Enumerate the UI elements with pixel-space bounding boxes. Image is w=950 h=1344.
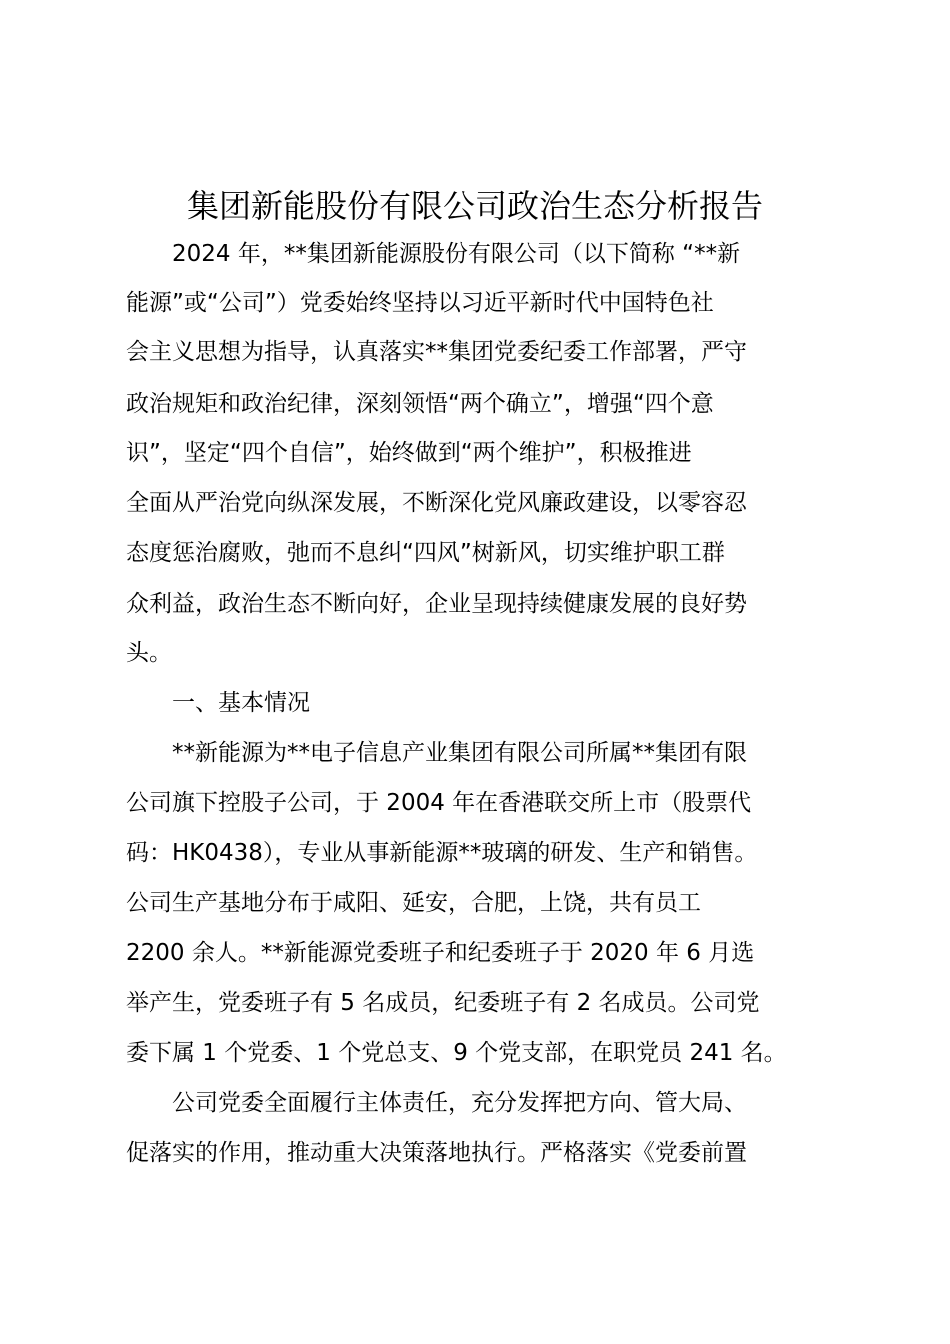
text-line: 2200 余人。**新能源党委班子和纪委班子于 2020 年 6 月选 bbox=[126, 940, 755, 966]
text-line: 促落实的作用，推动重大决策落地执行。严格落实《党委前置 bbox=[126, 1140, 747, 1166]
text-line: 态度惩治腐败，弛而不息纠“四风”树新风，切实维护职工群 bbox=[126, 540, 725, 566]
text-line: 政治规矩和政治纪律，深刻领悟“两个确立”，增强“四个意 bbox=[126, 391, 714, 417]
text-line: 众利益，政治生态不断向好，企业呈现持续健康发展的良好势 bbox=[126, 591, 747, 617]
text-line: 公司党委全面履行主体责任，充分发挥把方向、管大局、 bbox=[126, 1090, 747, 1116]
document-title: 集团新能股份有限公司政治生态分析报告 bbox=[186, 187, 763, 225]
text-line: 委下属 1 个党委、1 个党总支、9 个党支部，在职党员 241 名。 bbox=[126, 1040, 787, 1066]
text-line: 识”，坚定“四个自信”，始终做到“两个维护”，积极推进 bbox=[126, 440, 692, 466]
text-line: 全面从严治党向纵深发展，不断深化党风廉政建设，以零容忍 bbox=[126, 490, 747, 516]
text-line: 公司旗下控股子公司，于 2004 年在香港联交所上市（股票代 bbox=[126, 790, 752, 816]
text-line: 会主义思想为指导，认真落实**集团党委纪委工作部署，严守 bbox=[126, 339, 747, 365]
text-line: **新能源为**电子信息产业集团有限公司所属**集团有限 bbox=[126, 740, 747, 766]
text-line: 码：HK0438），专业从事新能源**玻璃的研发、生产和销售。 bbox=[126, 840, 758, 866]
text-line: 公司生产基地分布于咸阳、延安，合肥，上饶，共有员工 bbox=[126, 890, 701, 916]
text-line: 2024 年，**集团新能源股份有限公司（以下简称 “**新 bbox=[126, 241, 741, 267]
section-heading: 一、基本情况 bbox=[126, 690, 310, 716]
text-line: 能源”或“公司”）党委始终坚持以习近平新时代中国特色社 bbox=[126, 290, 714, 316]
text-line: 头。 bbox=[126, 640, 172, 666]
text-line: 举产生，党委班子有 5 名成员，纪委班子有 2 名成员。公司党 bbox=[126, 990, 760, 1016]
